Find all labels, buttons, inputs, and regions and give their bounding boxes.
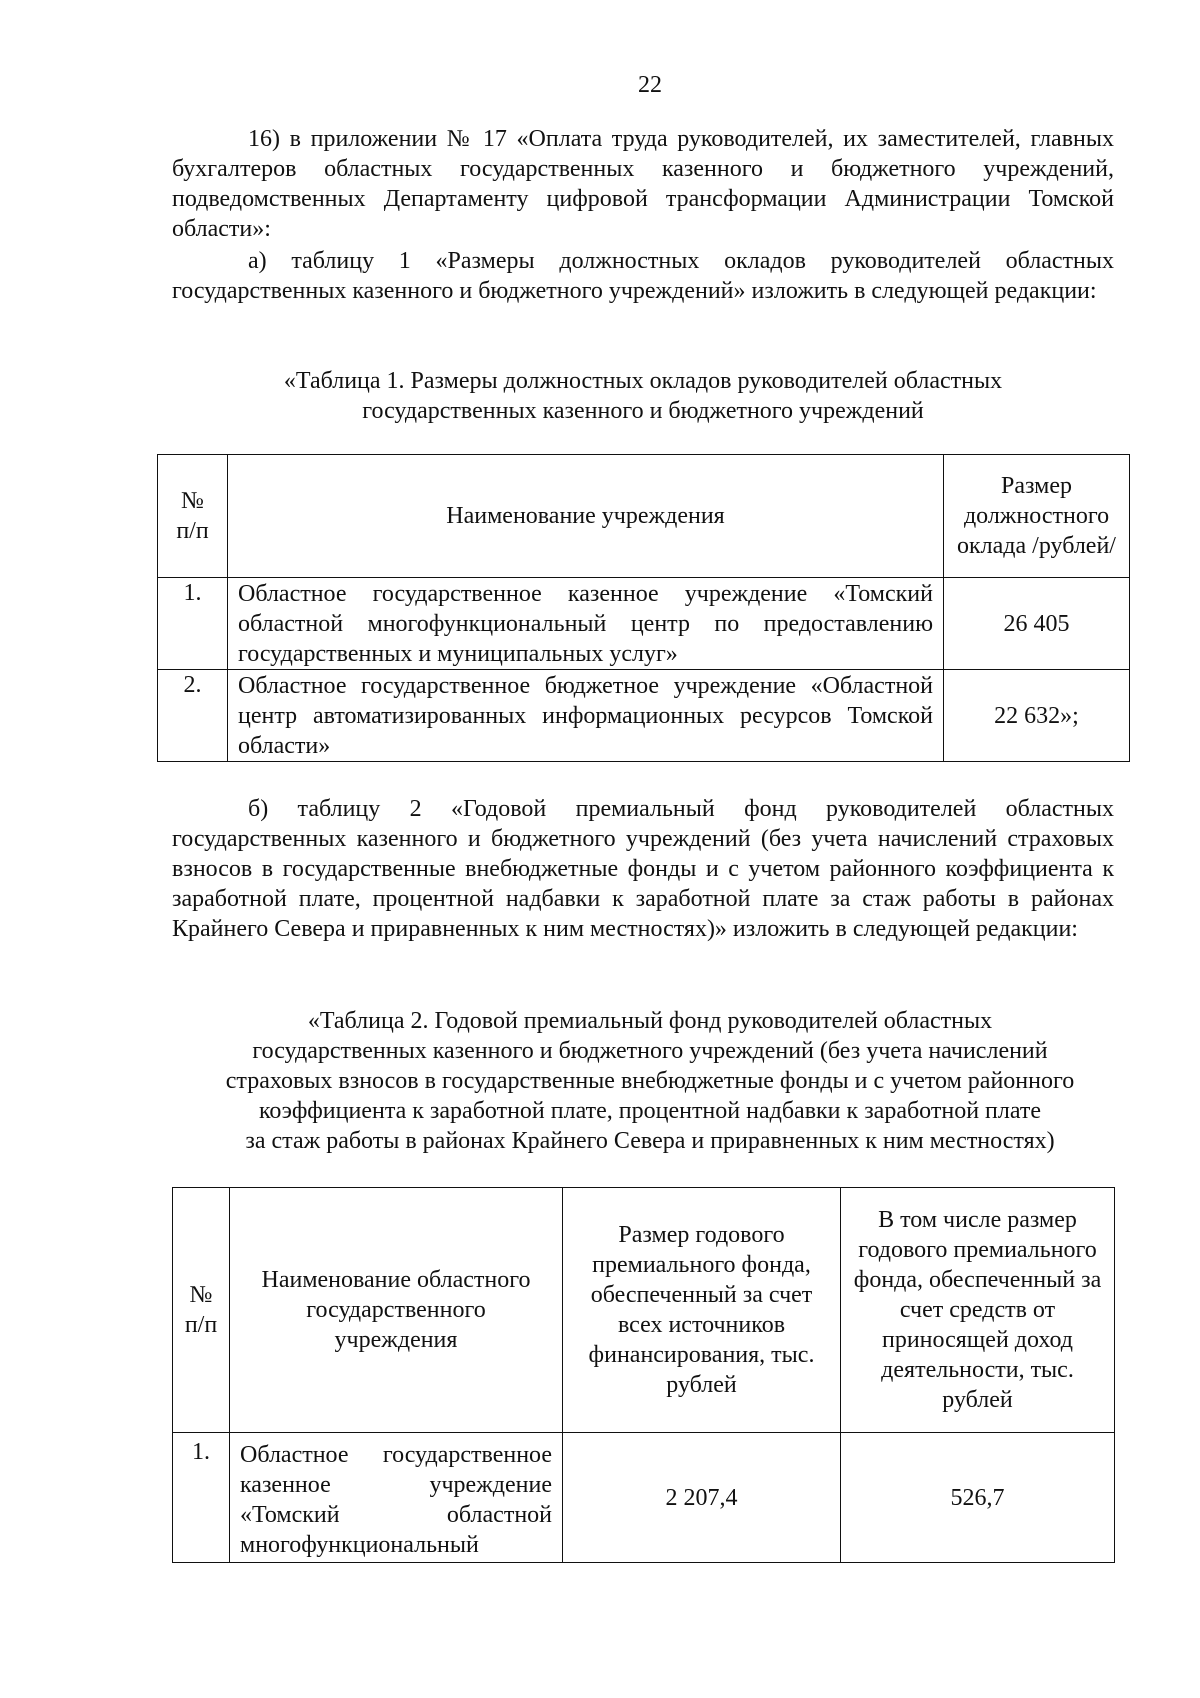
table2-caption-line: коэффициента к заработной плате, процентной надбавки к заработной плате (258, 1098, 1042, 1124)
table2-row1-fund-income: 526,7 (841, 1433, 1115, 1563)
table2-caption-line: «Таблица 2. Годовой премиальный фонд руководителей областных (307, 1008, 993, 1034)
table1-header-num: № п/п (158, 455, 228, 578)
table2-caption-line: страховых взносов в государственные внебюджетные фонды и с учетом районного (225, 1068, 1075, 1094)
table1-row2-name: Областное государственное бюджетное учреждение «Областной центр автоматизированных информационных ресурсов Томской области» (228, 670, 944, 762)
table2-row1-name: Областное государственное казенное учреждение «Томский областной многофункциональный (230, 1433, 563, 1563)
table1-row2-salary: 22 632»; (944, 670, 1130, 762)
table1-caption-line: государственных казенного и бюджетного учреждений (362, 398, 924, 424)
table1-row1-num: 1. (158, 578, 228, 670)
table2-caption-line: государственных казенного и бюджетного учреждений (без учета начислений (252, 1038, 1048, 1064)
subitem-b-text: б) таблицу 2 «Годовой премиальный фонд руководителей областных государственных казенного и бюджетного учреждений (без учета начислений страховых взносов в государственные внебюджетные фонды и с учетом районного коэффициента к заработной плате, процентной надбавки к заработной плате за стаж работы в районах Крайнего Севера и приравненных к ним местностях)» изложить в следующей редакции: (172, 796, 1114, 942)
table-row (158, 578, 1130, 670)
table2-row1-fund-total: 2 207,4 (563, 1433, 841, 1563)
intro-paragraph-text: 16) в приложении № 17 «Оплата труда руководителей, их заместителей, главных бухгалтеров областных государственных казенного и бюджетного учреждений, подведомственных Департаменту цифровой трансформации Администрации Томской области»: (172, 126, 1114, 242)
table1-header-row (158, 455, 1130, 578)
table2-caption-line: за стаж работы в районах Крайнего Севера и приравненных к ним местностях) (245, 1128, 1055, 1154)
table1-row2-num: 2. (158, 670, 228, 762)
table2-caption (150, 1006, 1150, 1156)
table1-caption-line: «Таблица 1. Размеры должностных окладов руководителей областных (283, 368, 1003, 394)
table1 (157, 454, 1130, 762)
subitem-a-text: а) таблицу 1 «Размеры должностных окладов руководителей областных государственных казенного и бюджетного учреждений» изложить в следующей редакции: (172, 248, 1114, 304)
subitem-a-paragraph (172, 246, 1114, 306)
intro-paragraph (172, 124, 1114, 244)
table2-header-fund-income: В том числе размер годового премиального фонда, обеспеченный за счет средств от приносящей доход деятельности, тыс. рублей (841, 1188, 1115, 1433)
table1-header-salary: Размер должностного оклада /рублей/ (944, 455, 1130, 578)
subitem-b-paragraph (172, 794, 1114, 944)
table1-row1-salary: 26 405 (944, 578, 1130, 670)
page-number: 22 (638, 72, 662, 98)
table-row (158, 670, 1130, 762)
table1-header-name: Наименование учреждения (228, 455, 944, 578)
table2-row1-num: 1. (173, 1433, 230, 1563)
table2-header-num: № п/п (173, 1188, 230, 1433)
table2-header-fund-total: Размер годового премиального фонда, обеспеченный за счет всех источников финансирования, тыс. рублей (563, 1188, 841, 1433)
table-row (173, 1433, 1115, 1563)
table2 (172, 1187, 1115, 1563)
table1-row1-name: Областное государственное казенное учреждение «Томский областной многофункциональный центр по предоставлению государственных и муниципальных услуг» (228, 578, 944, 670)
table2-header-row (173, 1188, 1115, 1433)
table1-caption (172, 366, 1114, 426)
table2-header-name: Наименование областного государственного учреждения (230, 1188, 563, 1433)
